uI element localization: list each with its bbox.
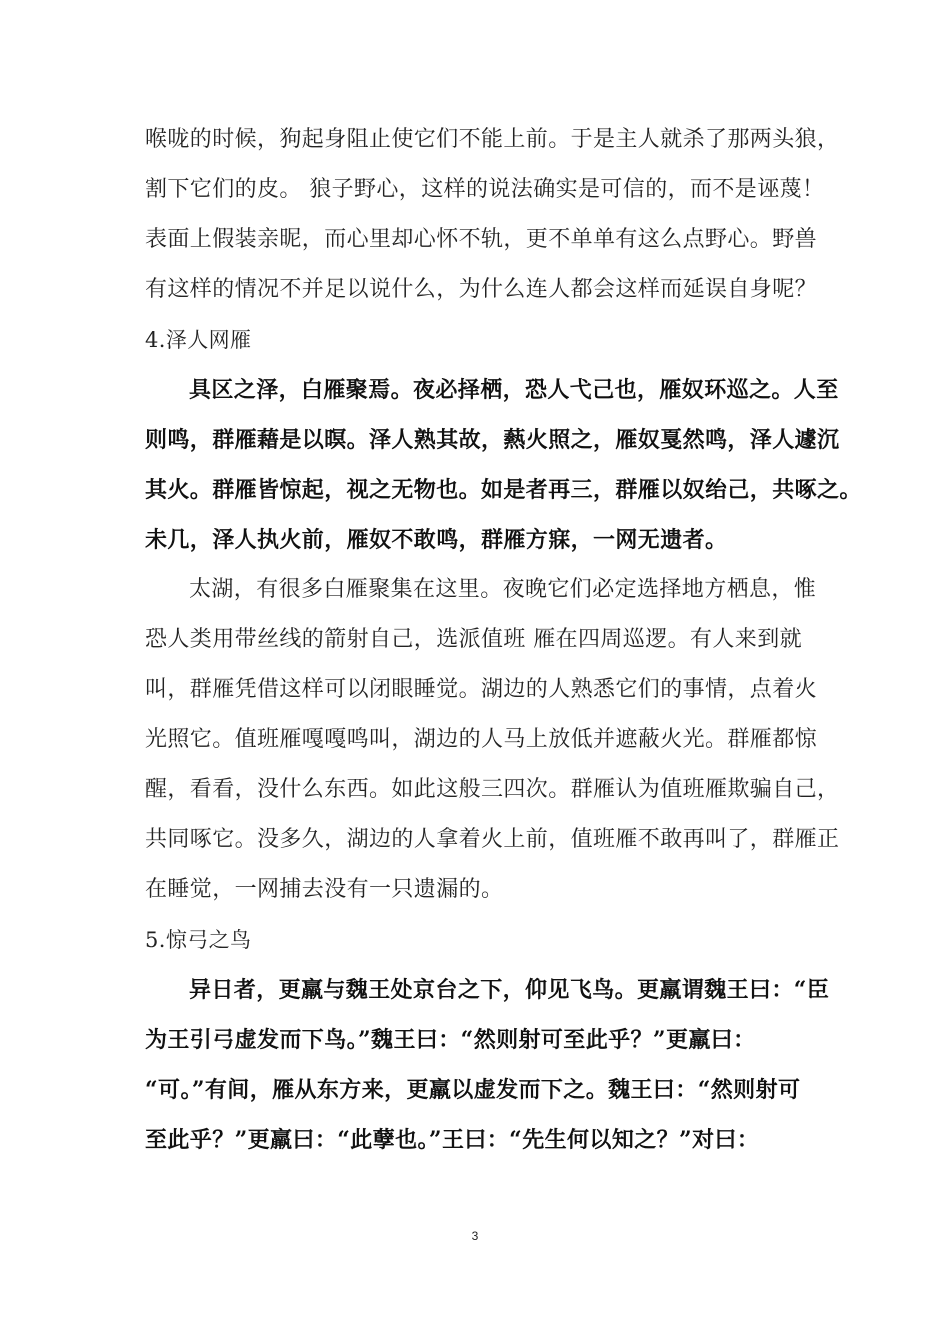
- text-line: 表面上假装亲昵，而心里却心怀不轨，更不单单有这么点野心。野兽: [145, 227, 818, 252]
- section-heading-4: 4.泽人网雁: [145, 328, 252, 352]
- text-line: 未几，泽人执火前，雁奴不敢鸣，群雁方寐，一网无遗者。: [145, 527, 728, 553]
- section-heading-5: 5.惊弓之鸟: [145, 928, 252, 952]
- text-line: 叫，群雁凭借这样可以闭眼睡觉。湖边的人熟悉它们的事情，点着火: [145, 677, 818, 702]
- text-line: 则鸣，群雁藉是以暝。泽人熟其故，爇火照之，雁奴戛然鸣，泽人遽沉: [145, 427, 840, 453]
- text-line: 为王引弓虚发而下鸟。”魏王曰：“然则射可至此乎？”更羸曰：: [145, 1027, 756, 1053]
- text-line: 异日者，更羸与魏王处京台之下，仰见飞鸟。更羸谓魏王曰：“臣: [189, 977, 830, 1003]
- translation-paragraph-1: [145, 115, 840, 315]
- document-body: [145, 115, 862, 1165]
- text-line: 其火。群雁皆惊起，视之无物也。如是者再三，群雁以奴绐己，共啄之。: [145, 477, 862, 503]
- text-line: 具区之泽，白雁聚焉。夜必择栖，恐人弋己也，雁奴环巡之。人至: [189, 377, 839, 403]
- original-text-paragraph-5: [145, 965, 830, 1165]
- text-line: 共同啄它。没多久，湖边的人拿着火上前，值班雁不敢再叫了，群雁正: [145, 827, 840, 852]
- text-line: 喉咙的时候，狗起身阻止使它们不能上前。于是主人就杀了那两头狼，: [145, 127, 840, 152]
- text-line: 在睡觉，一网捕去没有一只遗漏的。: [145, 877, 504, 902]
- text-line: 恐人类用带丝线的箭射自己，选派值班 雁在四周巡逻。有人来到就: [145, 627, 802, 652]
- text-line: 割下它们的皮。 狼子野心，这样的说法确实是可信的，而不是诬蔑！: [145, 177, 825, 202]
- text-line: 醒，看看，没什么东西。如此这般三四次。群雁认为值班雁欺骗自己，: [145, 777, 840, 802]
- original-text-paragraph-4: [145, 365, 862, 565]
- text-line: 光照它。值班雁嘎嘎鸣叫，湖边的人马上放低并遮蔽火光。群雁都惊: [145, 727, 818, 752]
- text-line: 至此乎？”更羸曰：“此孽也。”王曰：“先生何以知之？”对曰：: [145, 1127, 760, 1153]
- text-line: 有这样的情况不并足以说什么，为什么连人都会这样而延误自身呢？: [145, 277, 818, 302]
- page-number: 3: [471, 1229, 479, 1243]
- text-line: 太湖，有很多白雁聚集在这里。夜晚它们必定选择地方栖息，惟: [189, 577, 817, 602]
- translation-paragraph-4: [145, 565, 840, 915]
- text-line: “可。”有间，雁从东方来，更羸以虚发而下之。魏王曰：“然则射可: [145, 1077, 801, 1103]
